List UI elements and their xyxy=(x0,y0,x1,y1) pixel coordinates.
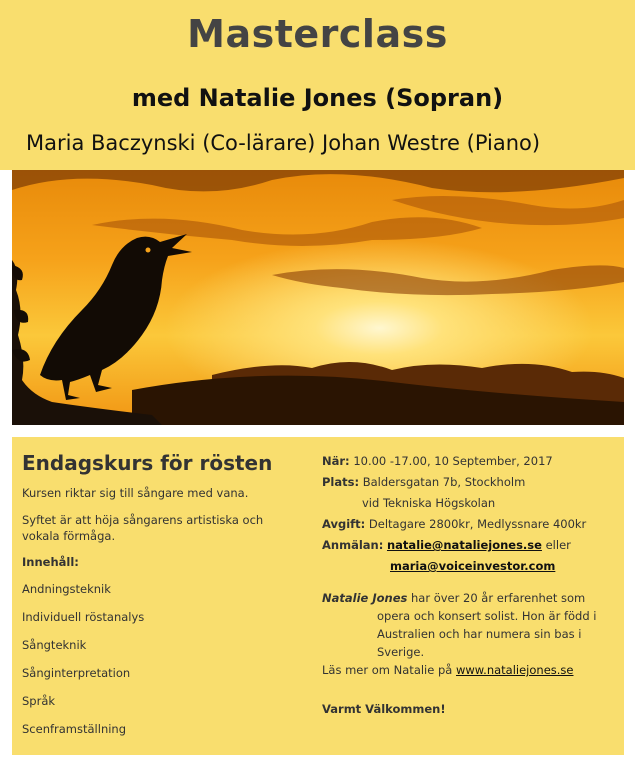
list-item: Sånginterpretation xyxy=(22,666,131,680)
when-row xyxy=(322,451,622,472)
place-value: Baldersgatan 7b, Stockholm xyxy=(362,475,526,489)
place-value-2: vid Tekniska Högskolan xyxy=(362,496,496,510)
list-item: Andningsteknik xyxy=(22,582,111,596)
fee-label: Avgift: xyxy=(322,517,366,531)
list-item: Individuell röstanalys xyxy=(22,610,145,624)
read-more-text: Läs mer om Natalie på xyxy=(322,663,453,677)
details-column xyxy=(322,451,622,720)
course-heading: Endagskurs för rösten xyxy=(22,451,273,475)
place-label: Plats: xyxy=(322,475,360,489)
list-item: Scenframställning xyxy=(22,722,127,736)
welcome-text: Varmt Välkommen! xyxy=(322,702,446,716)
poster-subtitle: med Natalie Jones (Sopran) xyxy=(131,84,504,112)
course-column xyxy=(22,451,292,749)
email-link-maria[interactable]: maria@voiceinvestor.com xyxy=(390,559,556,573)
signup-label: Anmälan: xyxy=(322,538,384,552)
signup-row-2 xyxy=(322,556,622,577)
list-item: Sångteknik xyxy=(22,638,87,652)
fee-row xyxy=(322,514,622,535)
email-link-natalie[interactable]: natalie@nataliejones.se xyxy=(386,538,542,552)
bio-name: Natalie Jones xyxy=(322,591,408,605)
co-teachers: Maria Baczynski (Co-lärare) Johan Westre (Piano) xyxy=(26,131,541,155)
bio xyxy=(322,589,622,679)
content-label: Innehåll: xyxy=(22,555,79,569)
header-panel xyxy=(0,0,635,170)
when-label: När: xyxy=(322,454,350,468)
place-row xyxy=(322,472,622,493)
info-panel xyxy=(12,437,624,755)
poster-title: Masterclass xyxy=(187,12,448,56)
content-list xyxy=(22,581,292,749)
read-more-row xyxy=(322,661,622,679)
or-text: eller xyxy=(545,538,571,552)
bio-line-1 xyxy=(322,589,622,607)
signup-row xyxy=(322,535,622,556)
sunset-bird-photo xyxy=(12,170,624,425)
website-link[interactable]: www.nataliejones.se xyxy=(456,663,574,677)
bio-continuation: opera och konsert solist. Hon är född i Australien och har numera sin bas i Sverige. xyxy=(377,609,597,659)
bio-text: har över 20 år erfarenhet som xyxy=(411,591,586,605)
course-intro: Kursen riktar sig till sångare med vana. xyxy=(22,486,249,500)
when-value: 10.00 -17.00, 10 September, 2017 xyxy=(353,454,553,468)
course-aim: Syftet är att höja sångarens artistiska och vokala förmåga. xyxy=(22,513,264,543)
fee-value: Deltagare 2800kr, Medlyssnare 400kr xyxy=(368,517,587,531)
list-item: Språk xyxy=(22,694,56,708)
